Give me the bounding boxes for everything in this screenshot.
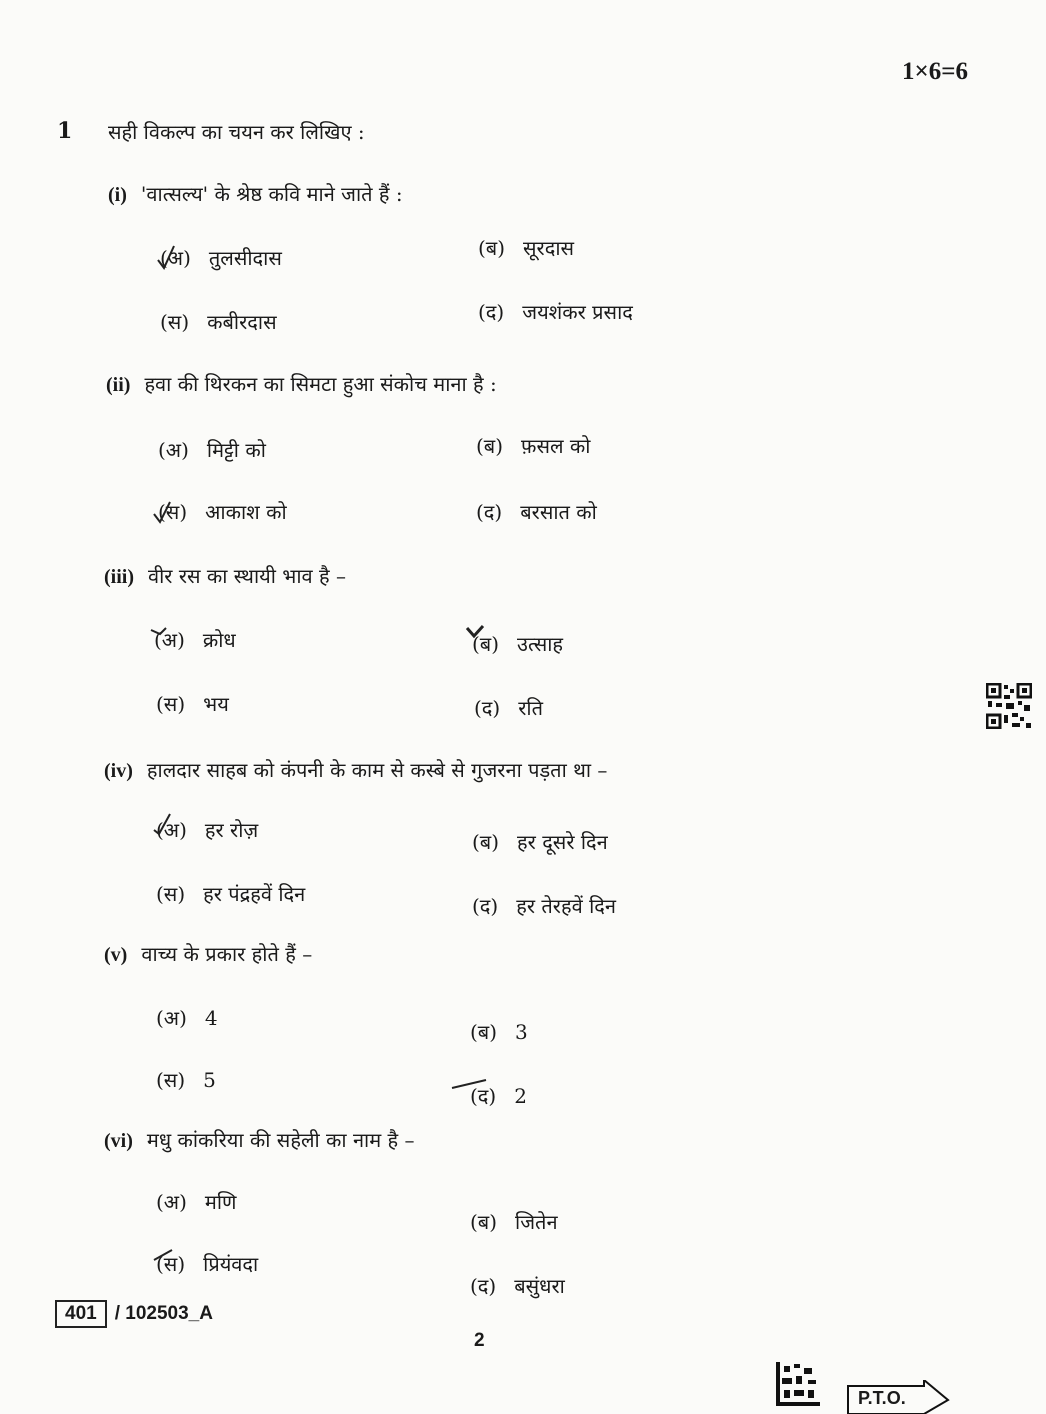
option-label: (स) xyxy=(156,1252,186,1276)
option-text: मणि xyxy=(204,1190,237,1214)
option-text: 5 xyxy=(203,1068,216,1092)
handwritten-tick-mark xyxy=(450,1074,490,1104)
option-label: (ब) xyxy=(470,1020,498,1044)
subquestion-5 xyxy=(104,940,312,967)
pto-label: P.T.O. xyxy=(858,1388,906,1408)
handwritten-tick-mark xyxy=(150,812,174,838)
option-label: (द) xyxy=(472,894,499,918)
option-text: उत्साह xyxy=(517,632,564,656)
option-label: (ब) xyxy=(472,830,500,854)
qr-code-icon xyxy=(986,683,1032,729)
option-text: बरसात को xyxy=(520,500,597,524)
handwritten-tick-mark xyxy=(464,624,486,648)
option-label: (ब) xyxy=(470,1210,498,1234)
option xyxy=(470,1018,528,1045)
option-label: (अ) xyxy=(156,818,187,842)
subquestion-text: हालदार साहब को कंपनी के काम से कस्बे से गुजरना पड़ता था – xyxy=(146,758,608,782)
option xyxy=(156,1004,218,1031)
option-text: कबीरदास xyxy=(207,310,277,334)
subquestion-4 xyxy=(104,756,607,783)
option-text: जितेन xyxy=(515,1210,558,1234)
option-text: तुलसीदास xyxy=(208,246,282,270)
paper-code-suffix: / 102503_A xyxy=(114,1303,213,1324)
subquestion-number: (v) xyxy=(104,944,128,966)
option-label: (द) xyxy=(478,300,505,324)
option-label: (स) xyxy=(156,882,186,906)
option-label: (ब) xyxy=(476,434,504,458)
option-label: (द) xyxy=(474,696,501,720)
subquestion-number: (i) xyxy=(108,184,127,206)
page-number: 2 xyxy=(474,1330,485,1351)
option-text: 2 xyxy=(514,1084,527,1108)
handwritten-tick-mark xyxy=(150,1246,174,1272)
option-label: (स) xyxy=(156,1068,186,1092)
option-text: 3 xyxy=(515,1020,528,1044)
option xyxy=(476,498,597,525)
option xyxy=(156,880,305,907)
subquestion-text: वाच्य के प्रकार होते हैं – xyxy=(141,942,313,966)
handwritten-tick-mark xyxy=(148,624,170,648)
subquestion-number: (iv) xyxy=(104,760,133,782)
option-text: मिट्टी को xyxy=(206,438,266,462)
option-text: भय xyxy=(203,692,229,716)
option-text: हर तेरहवें दिन xyxy=(516,894,616,918)
option xyxy=(478,234,574,261)
option xyxy=(472,892,616,919)
option-label: (द) xyxy=(470,1274,497,1298)
option-label: (अ) xyxy=(158,438,189,462)
option-label: (ब) xyxy=(478,236,506,260)
subquestion-number: (ii) xyxy=(106,374,131,396)
option-text: हर पंद्रहवें दिन xyxy=(203,882,306,906)
handwritten-tick-mark xyxy=(154,244,178,270)
subquestion-text: 'वात्सल्य' के श्रेष्ठ कवि माने जाते हैं : xyxy=(140,182,403,206)
option-text: क्रोध xyxy=(202,628,236,652)
option-label: (ब) xyxy=(472,632,500,656)
option xyxy=(470,1208,558,1235)
option-label: (स) xyxy=(160,310,190,334)
option xyxy=(158,498,287,525)
subquestion-text: हवा की थिरकन का सिमटा हुआ संकोच माना है : xyxy=(144,372,497,396)
question-number: 1 xyxy=(57,118,73,144)
option-label: (अ) xyxy=(160,246,191,270)
paper-code xyxy=(55,1300,213,1328)
subquestion-number: (vi) xyxy=(104,1130,133,1152)
option xyxy=(472,828,608,855)
option xyxy=(160,308,277,335)
option xyxy=(156,1066,216,1093)
option-text: सूरदास xyxy=(523,236,575,260)
handwritten-tick-mark xyxy=(150,500,174,526)
option-text: आकाश को xyxy=(205,500,287,524)
option-text: 4 xyxy=(204,1006,218,1030)
option-label: (स) xyxy=(158,500,188,524)
option-text: जयशंकर प्रसाद xyxy=(522,300,633,324)
subquestion-text: मधु कांकरिया की सहेली का नाम है – xyxy=(146,1128,415,1152)
option xyxy=(160,244,282,271)
option-label: (अ) xyxy=(154,628,185,652)
paper-code-box: 401 xyxy=(55,1300,107,1328)
option xyxy=(156,690,229,717)
option-label: (द) xyxy=(476,500,503,524)
option-text: फ़सल को xyxy=(521,434,591,458)
option-text: रति xyxy=(518,696,543,720)
option-label: (अ) xyxy=(156,1190,187,1214)
subquestion-2 xyxy=(106,370,497,397)
option xyxy=(470,1272,565,1299)
option-text: हर रोज़ xyxy=(204,818,259,842)
option-text: बसुंधरा xyxy=(514,1274,565,1298)
option xyxy=(478,298,633,325)
option-label: (स) xyxy=(156,692,186,716)
data-matrix-icon xyxy=(776,1362,820,1406)
marks-label: 1×6=6 xyxy=(902,58,968,85)
question-instruction: सही विकल्प का चयन कर लिखिए : xyxy=(108,120,365,144)
option xyxy=(476,432,590,459)
subquestion-3 xyxy=(104,562,346,589)
option xyxy=(158,436,266,463)
option-label: (द) xyxy=(470,1084,497,1108)
option xyxy=(156,1188,237,1215)
option-label: (अ) xyxy=(156,1006,187,1030)
subquestion-6 xyxy=(104,1126,415,1153)
subquestion-1 xyxy=(108,180,403,207)
option-text: हर दूसरे दिन xyxy=(517,830,608,854)
option-text: प्रियंवदा xyxy=(203,1252,259,1276)
subquestion-number: (iii) xyxy=(104,566,134,588)
option xyxy=(474,694,543,721)
subquestion-text: वीर रस का स्थायी भाव है – xyxy=(148,564,346,588)
